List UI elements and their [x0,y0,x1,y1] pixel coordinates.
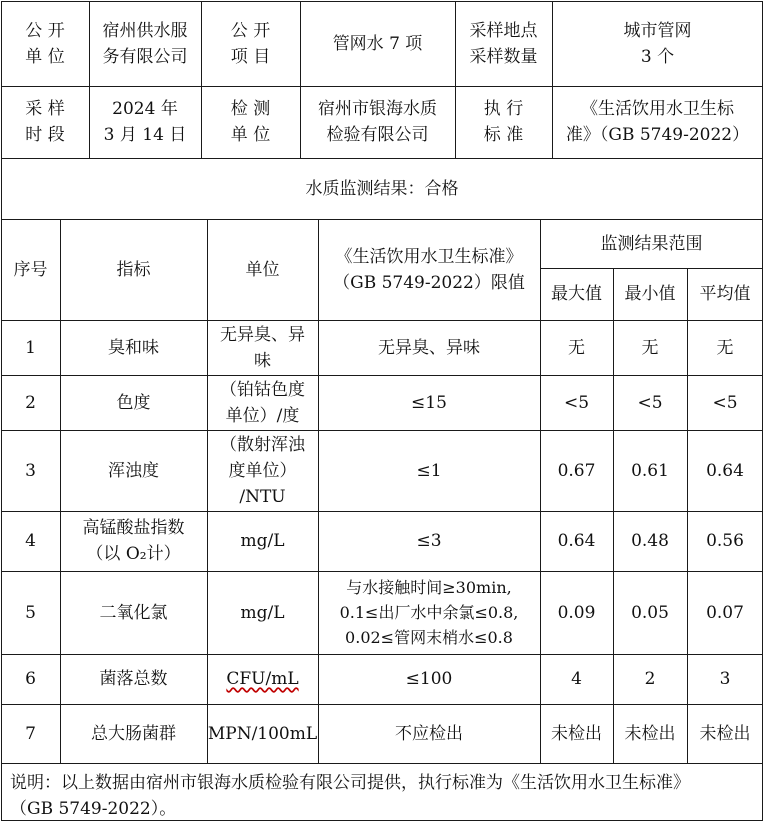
row-unit-text: CFU/mL [226,669,299,689]
row-indicator: 色度 [116,392,151,413]
row-unit: MPN/100mL [207,723,318,744]
label-publisher: 公 开 单 位 [25,20,65,67]
standard-value: 《生活饮用水卫生标 准》（GB 5749-2022） [565,99,750,145]
row-limit: 无异臭、异味 [378,337,480,358]
row-index: 3 [25,460,36,481]
row-max: 4 [571,669,582,689]
row-max: 0.67 [557,460,596,481]
row-avg: 无 [716,337,734,358]
row-avg: <5 [712,392,738,413]
testing-unit-value: 宿州市银海水质 检验有限公司 [318,99,437,145]
row-limit: ≤1 [416,460,442,481]
row-max: 未检出 [551,723,602,744]
row-unit [207,654,318,704]
row-min: 未检出 [624,723,676,744]
publisher-value: 宿州供水服 务有限公司 [102,20,188,67]
row-limit: ≤100 [405,669,453,689]
row-index: 1 [25,337,36,358]
row-min: 无 [641,337,659,358]
row-min: <5 [637,392,663,413]
sampling-period-value: 2024 年 3 月 14 日 [103,99,187,145]
row-indicator: 臭和味 [108,337,159,358]
row-unit: （铂钴色度 单位）/度 [220,379,305,426]
row-indicator: 二氧化氯 [99,602,168,623]
row-max: 0.64 [557,531,596,551]
row-unit: （散射浑浊 度单位） /NTU [220,434,305,507]
col-header-limit: 《生活饮用水卫生标准》 （GB 5749-2022）限值 [333,246,525,293]
row-index: 5 [25,602,36,623]
label-sampling-period: 采 样 时 段 [25,99,65,145]
row-limit: 与水接触时间≥30min, 0.1≤出厂水中余氯≤0.8, 0.02≤管网末梢水≤0.8 [339,578,519,647]
row-indicator: 高锰酸盐指数 （以 O₂计） [82,518,185,564]
row-limit: 不应检出 [395,723,463,744]
row-index: 7 [25,723,36,744]
label-project: 公 开 项 目 [230,20,271,67]
row-indicator: 菌落总数 [99,669,168,689]
row-max: 0.09 [557,602,596,623]
col-header-avg: 平均值 [699,284,751,304]
col-header-min: 最小值 [624,284,676,304]
row-min: 0.05 [631,602,669,623]
row-index: 6 [25,669,36,689]
col-header-range: 监测结果范围 [600,233,703,254]
row-max: <5 [563,392,590,413]
row-limit: ≤3 [416,531,442,551]
row-indicator: 浑浊度 [108,460,159,481]
row-min: 0.48 [631,531,669,551]
label-testing-unit: 检 测 单 位 [230,99,271,145]
footnote: 说明：以上数据由宿州市银海水质检验有限公司提供，执行标准为《生活饮用水卫生标准》 （GB 5749-2022）。 [10,773,690,819]
result-summary: 水质监测结果：合格 [305,178,459,199]
row-index: 4 [25,531,36,551]
row-avg: 0.07 [706,602,744,623]
row-avg: 未检出 [699,723,751,744]
col-header-unit: 单位 [245,259,280,280]
row-min: 2 [644,669,656,689]
col-header-max: 最大值 [551,284,602,304]
col-header-indicator: 指标 [116,259,151,280]
row-unit: 无异臭、异 味 [220,324,305,371]
row-max: 无 [568,337,585,358]
sampling-site-value: 城市管网 3 个 [623,20,692,67]
col-header-index: 序号 [13,259,48,280]
row-unit: mg/L [240,531,285,551]
row-avg: 0.56 [706,531,744,551]
row-index: 2 [25,392,36,413]
row-limit: ≤15 [411,392,447,413]
row-avg: 3 [719,669,731,689]
row-unit: mg/L [240,602,285,623]
row-avg: 0.64 [706,460,744,481]
label-standard: 执 行 标 准 [483,99,524,145]
row-indicator: 总大肠菌群 [91,723,176,744]
label-sampling-site: 采样地点 采样数量 [469,20,538,67]
row-min: 0.61 [631,460,669,481]
project-value: 管网水 7 项 [332,33,423,54]
